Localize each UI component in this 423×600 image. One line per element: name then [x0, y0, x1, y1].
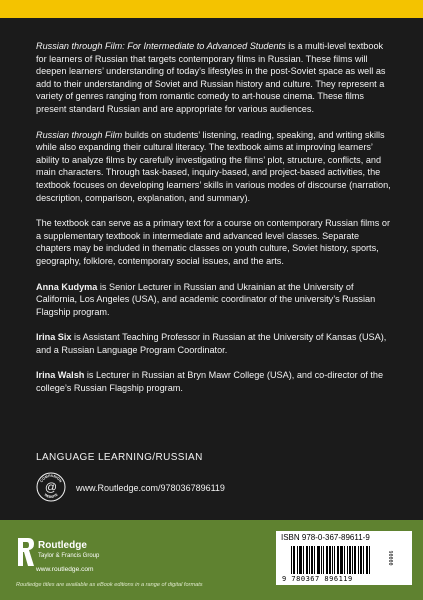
publisher-url-link[interactable]: www.routledge.com: [36, 566, 94, 573]
ebook-note: Routledge titles are available as eBook editions in a range of digital formats: [16, 582, 203, 588]
svg-text:@: @: [44, 480, 58, 494]
barcode-bar: [337, 546, 338, 574]
barcode-bar: [321, 546, 322, 574]
barcode-bar: [326, 546, 327, 574]
barcode-bar: [293, 546, 294, 574]
barcode-bar: [361, 546, 362, 574]
ean-addon-vertical: [384, 535, 394, 581]
barcode-bar: [347, 546, 348, 574]
author-name: Anna Kudyma: [36, 281, 98, 292]
top-accent-band: [0, 0, 423, 18]
barcode-bar: [360, 546, 361, 574]
barcode-bar: [323, 546, 324, 574]
barcode-bar: [366, 546, 367, 574]
barcode-bar: [340, 546, 341, 574]
barcode-digits: 9 780367 896119: [282, 575, 353, 583]
barcode-bar: [309, 546, 310, 574]
barcode-bar: [301, 546, 302, 574]
barcode-bar: [297, 546, 298, 574]
barcode-bar: [318, 546, 319, 574]
companion-bottom-text: WEBSITE: [43, 492, 59, 500]
author-bio-walsh: Irina Walsh is Lecturer in Russian at Bryn Mawr College (USA), and co-director of the college’s Russian Flagship program.: [36, 370, 384, 394]
barcode-bar: [350, 546, 351, 574]
back-cover-text: [36, 40, 392, 408]
ean-addon-text: 90000: [387, 550, 393, 566]
barcode-bar: [344, 546, 345, 574]
description-paragraph-3: The textbook can serve as a primary text for a course on contemporary Russian films or a supplementary textbook in intermediate and advanced level classes. Separate chapters may be included in thematic classes on youth culture, Soviet history, sports, geography, folklore, contemporary social issues, and the arts.: [36, 218, 390, 266]
companion-website-icon: [36, 472, 66, 502]
barcode-bar: [312, 546, 313, 574]
barcode-bar: [317, 546, 318, 574]
barcode-bar: [334, 546, 335, 574]
barcode-bar: [291, 546, 292, 574]
barcode-bar: [300, 546, 301, 574]
description-paragraph-2: Russian through Film builds on students’ listening, reading, speaking, and writing skills while also expanding their cultural literacy. The textbook aims at improving learners’ ability to analyze films by carefully investigating the films’ plot, structure, conflicts, and main characters. Through task-based, inquiry-based, and project-based activities, the textbook focuses on developing learners’ skills in various modes of discourse (narration, description, comparison, explanation, and summary).: [36, 129, 391, 203]
barcode-bar: [355, 546, 356, 574]
barcode-bar: [332, 546, 333, 574]
barcode-bar: [341, 546, 342, 574]
publisher-subtitle: Taylor & Francis Group: [38, 553, 100, 559]
barcode-bar: [306, 546, 307, 574]
barcode-bar: [294, 546, 295, 574]
barcode-bars: [291, 546, 371, 574]
barcode-bar: [352, 546, 353, 574]
barcode-bar: [299, 546, 300, 574]
book-short-title-italic: Russian through Film: [36, 129, 123, 140]
isbn-label: ISBN 978-0-367-89611-9: [281, 533, 370, 542]
barcode-bar: [314, 546, 315, 574]
barcode-bar: [358, 546, 359, 574]
barcode-bar: [311, 546, 312, 574]
author-name: Irina Walsh: [36, 370, 85, 381]
companion-url-link[interactable]: www.Routledge.com/9780367896119: [76, 483, 225, 493]
author-bio-kudyma: Anna Kudyma is Senior Lecturer in Russian and Ukrainian at the University of California, Los Angeles (USA), and academic coordinator of the university’s Russian Flagship program.: [36, 281, 376, 317]
barcode-bar: [349, 546, 350, 574]
barcode-bar: [367, 546, 368, 574]
barcode-bar: [330, 546, 331, 574]
barcode-bar: [342, 546, 343, 574]
publisher-name: Routledge: [38, 540, 87, 551]
subject-category: LANGUAGE LEARNING/RUSSIAN: [36, 452, 203, 463]
author-bio-six: Irina Six is Assistant Teaching Professor in Russian at the University of Kansas (USA), and a Russian Language Program Coordinator.: [36, 332, 387, 355]
barcode-bar: [319, 546, 320, 574]
companion-top-text: COMPANION: [39, 473, 63, 484]
barcode-bar: [303, 546, 304, 574]
barcode-bar: [307, 546, 308, 574]
book-title-italic: Russian through Film: For Intermediate to Advanced Students: [36, 41, 286, 51]
barcode-bar: [329, 546, 330, 574]
barcode-bar: [338, 546, 339, 574]
barcode-bar: [354, 546, 355, 574]
description-paragraph-1: Russian through Film: For Intermediate to Advanced Students is a multi-level textbook for learners of Russian that targets contemporary films in Russian. These films will deepen learners’ understanding of today’s lifestyles in the post-Soviet space as well as add to their understanding of Soviet and Russian history and culture. They represent a variety of genres ranging from romantic comedy to art-house cinema. These films present standard Russian and are appropriate for various audiences.: [36, 41, 386, 114]
barcode-bar: [327, 546, 328, 574]
barcode-bar: [363, 546, 364, 574]
author-name: Irina Six: [36, 332, 72, 343]
barcode-bar: [369, 546, 370, 574]
